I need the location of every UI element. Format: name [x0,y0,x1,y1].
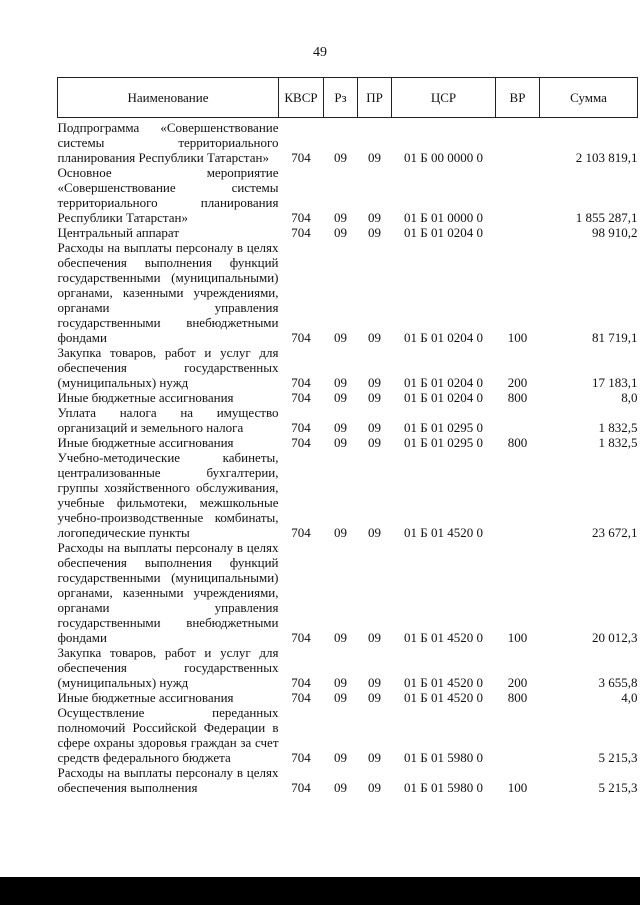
cell-name: Расходы на выплаты персоналу в целях обеспечения выполнения функций государственными (муниципальными) органами, казенными учреждениями, органами управления государственными внебюджетными фондами [57,540,279,645]
cell-kvsr: 704 [291,630,311,645]
table-body [58,118,638,796]
cell-name: Уплата налога на имущество организаций и земельного налога [57,405,279,435]
cell-kvsr: 704 [291,435,311,450]
cell-rz: 09 [334,225,347,240]
cell-kvsr: 704 [291,375,311,390]
cell-vr [496,165,540,225]
cell-vr [496,405,540,435]
cell-vr: 800 [507,435,528,450]
cell-pr: 09 [368,150,381,165]
cell-kvsr: 704 [291,750,311,765]
cell-name: Расходы на выплаты персоналу в целях обеспечения выполнения функций государственными (муниципальными) органами, казенными учреждениями, органами управления государственными внебюджетными фондами [57,240,279,345]
table-row [58,165,638,225]
cell-rz: 09 [334,150,347,165]
header-csr: ЦСР [392,78,496,118]
cell-name: Подпрограмма «Совершенствование системы территориального планирования Республики Татарстан» [57,120,279,165]
cell-sum: 81 719,1 [592,330,638,345]
table-row [58,690,638,705]
cell-csr: 01 Б 00 0000 0 [404,150,483,165]
cell-rz: 09 [334,780,347,795]
cell-vr: 800 [507,690,528,705]
cell-csr: 01 Б 01 4520 0 [404,630,483,645]
cell-name: Осуществление переданных полномочий Российской Федерации в сфере охраны здоровья граждан за счет средств федерального бюджета [57,705,279,765]
cell-csr: 01 Б 01 4520 0 [404,675,483,690]
cell-vr: 100 [507,630,528,645]
table-row [58,390,638,405]
table-row [58,225,638,240]
cell-kvsr: 704 [291,150,311,165]
cell-csr: 01 Б 01 0204 0 [404,330,483,345]
cell-pr: 09 [368,330,381,345]
cell-pr: 09 [368,225,381,240]
table-row [58,435,638,450]
cell-csr: 01 Б 01 0000 0 [404,210,483,225]
cell-vr: 200 [507,675,528,690]
table-row [58,405,638,435]
cell-name: Иные бюджетные ассигнования [57,435,234,450]
cell-kvsr: 704 [291,225,311,240]
cell-csr: 01 Б 01 5980 0 [404,750,483,765]
cell-rz: 09 [334,630,347,645]
header-vr: ВР [496,78,540,118]
header-pr: ПР [358,78,392,118]
cell-vr [496,450,540,540]
cell-rz: 09 [334,435,347,450]
cell-pr: 09 [368,375,381,390]
cell-csr: 01 Б 01 0204 0 [404,225,483,240]
cell-rz: 09 [334,525,347,540]
cell-vr: 100 [507,780,528,795]
cell-pr: 09 [368,420,381,435]
cell-kvsr: 704 [291,525,311,540]
cell-name: Учебно-методические кабинеты, централизованные бухгалтерии, группы хозяйственного обслуживания, учебные фильмотеки, межшкольные учебно-производственные комбинаты, логопедические пункты [57,450,279,540]
cell-pr: 09 [368,690,381,705]
cell-rz: 09 [334,210,347,225]
cell-rz: 09 [334,750,347,765]
cell-csr: 01 Б 01 4520 0 [404,690,483,705]
cell-sum: 20 012,3 [592,630,638,645]
cell-pr: 09 [368,390,381,405]
cell-kvsr: 704 [291,390,311,405]
cell-sum: 17 183,1 [592,375,638,390]
cell-csr: 01 Б 01 4520 0 [404,525,483,540]
cell-name: Основное мероприятие «Совершенствование системы территориального планирования Республики Татарстан» [57,165,279,225]
page-number: 49 [313,45,327,60]
cell-kvsr: 704 [291,330,311,345]
cell-sum: 98 910,2 [592,225,638,240]
cell-sum: 1 832,5 [598,435,638,450]
table-row [58,705,638,765]
header-sum: Сумма [540,78,638,118]
cell-name: Закупка товаров, работ и услуг для обеспечения государственных (муниципальных) нужд [57,345,279,390]
cell-pr: 09 [368,750,381,765]
cell-pr: 09 [368,630,381,645]
header-rz: Рз [324,78,358,118]
table-row [58,645,638,690]
table-row [58,540,638,645]
cell-sum: 1 855 287,1 [575,210,638,225]
cell-sum: 2 103 819,1 [575,150,638,165]
cell-pr: 09 [368,780,381,795]
cell-vr [496,118,540,166]
cell-rz: 09 [334,375,347,390]
cell-name: Расходы на выплаты персоналу в целях обеспечения выполнения [57,765,279,795]
cell-name: Иные бюджетные ассигнования [57,390,234,405]
cell-pr: 09 [368,435,381,450]
cell-sum: 4,0 [621,690,638,705]
table-row [58,240,638,345]
budget-table-container [57,77,638,795]
cell-vr: 200 [507,375,528,390]
cell-kvsr: 704 [291,420,311,435]
cell-sum: 5 215,3 [598,780,638,795]
cell-sum: 8,0 [621,390,638,405]
table-row [58,450,638,540]
header-name: Наименование [58,78,279,118]
cell-name: Закупка товаров, работ и услуг для обеспечения государственных (муниципальных) нужд [57,645,279,690]
cell-rz: 09 [334,390,347,405]
cell-rz: 09 [334,330,347,345]
cell-sum: 23 672,1 [592,525,638,540]
cell-csr: 01 Б 01 0295 0 [404,420,483,435]
header-row [58,78,638,118]
cell-sum: 3 655,8 [598,675,638,690]
table-row [58,765,638,795]
table-row [58,118,638,166]
cell-csr: 01 Б 01 0295 0 [404,435,483,450]
cell-sum: 1 832,5 [598,420,638,435]
cell-pr: 09 [368,675,381,690]
cell-csr: 01 Б 01 0204 0 [404,375,483,390]
cell-sum: 5 215,3 [598,750,638,765]
cell-pr: 09 [368,525,381,540]
cell-pr: 09 [368,210,381,225]
cell-vr [496,225,540,240]
cell-kvsr: 704 [291,675,311,690]
cell-kvsr: 704 [291,780,311,795]
cell-csr: 01 Б 01 5980 0 [404,780,483,795]
cell-rz: 09 [334,420,347,435]
scan-bottom-edge [0,877,640,905]
cell-rz: 09 [334,675,347,690]
cell-kvsr: 704 [291,690,311,705]
table-row [58,345,638,390]
cell-kvsr: 704 [291,210,311,225]
budget-table [57,77,638,795]
cell-vr: 100 [507,330,528,345]
header-kvsr: КВСР [279,78,324,118]
cell-rz: 09 [334,690,347,705]
cell-name: Центральный аппарат [57,225,180,240]
cell-csr: 01 Б 01 0204 0 [404,390,483,405]
cell-name: Иные бюджетные ассигнования [57,690,234,705]
cell-vr: 800 [507,390,528,405]
cell-vr [496,705,540,765]
